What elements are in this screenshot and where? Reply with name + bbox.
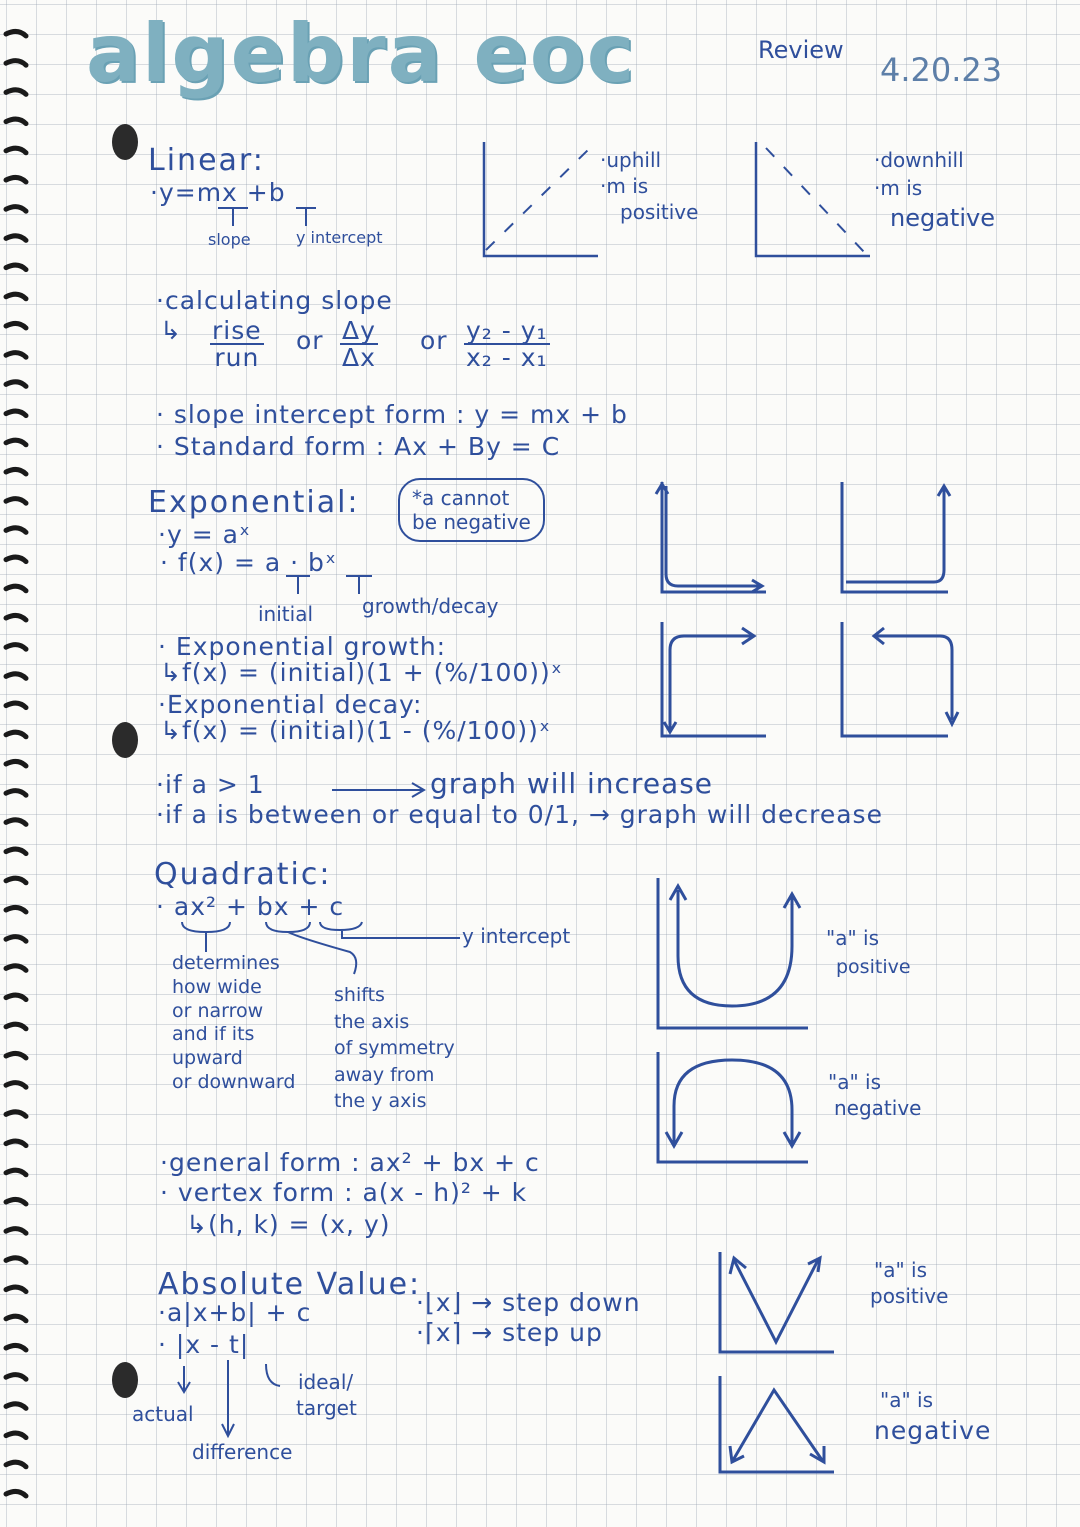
quadratic-heading: Quadratic: bbox=[154, 857, 332, 892]
note-b-line-1: shifts bbox=[334, 984, 385, 1006]
spiral-ring bbox=[6, 236, 26, 241]
general-form: ·general form : ax² + bx + c bbox=[160, 1148, 540, 1177]
spiral-ring bbox=[6, 411, 26, 416]
spiral-ring bbox=[6, 1141, 26, 1146]
spiral-ring bbox=[6, 703, 26, 708]
x-difference: x₂ - x₁ bbox=[466, 343, 548, 372]
note-b-line-3: of symmetry bbox=[334, 1037, 455, 1060]
exponential-decay-formula: ↳f(x) = (initial)(1 - (%/100))ˣ bbox=[160, 716, 551, 745]
spiral-ring bbox=[6, 1287, 26, 1292]
ceiling-step-up: ·⌈x⌉ → step up bbox=[416, 1318, 603, 1347]
spiral-ring bbox=[6, 148, 26, 153]
absolute-a-positive-label-2: positive bbox=[870, 1284, 949, 1308]
quadratic-a-negative-label-1: "a" is bbox=[828, 1070, 881, 1094]
spiral-ring bbox=[6, 995, 26, 1000]
absolute-a-positive-label-1: "a" is bbox=[874, 1258, 927, 1282]
absolute-equation-1: ·a|x+b| + c bbox=[158, 1298, 312, 1327]
spiral-ring bbox=[6, 1404, 26, 1409]
punch-hole-top bbox=[112, 124, 138, 160]
spiral-rings-graphic bbox=[0, 0, 40, 1527]
spiral-ring bbox=[6, 1112, 26, 1117]
actual-label: actual bbox=[132, 1402, 194, 1426]
vertex-form: · vertex form : a(x - h)² + k bbox=[160, 1178, 528, 1207]
spiral-ring bbox=[6, 937, 26, 942]
spiral-ring bbox=[6, 761, 26, 766]
spiral-ring bbox=[6, 1199, 26, 1204]
spiral-ring bbox=[6, 469, 26, 474]
page-subtitle: Review bbox=[758, 36, 844, 64]
spiral-ring bbox=[6, 586, 26, 591]
calculating-slope-heading: ·calculating slope bbox=[156, 286, 393, 315]
note-b-line-5: the y axis bbox=[334, 1090, 427, 1113]
exponential-growth-heading: · Exponential growth: bbox=[158, 632, 447, 661]
or-label-1: or bbox=[296, 326, 324, 355]
absolute-a-negative-label-2: negative bbox=[874, 1416, 992, 1445]
spiral-ring bbox=[6, 1083, 26, 1088]
spiral-ring bbox=[6, 1053, 26, 1058]
spiral-ring bbox=[6, 1170, 26, 1175]
graph-will-increase: graph will increase bbox=[430, 767, 714, 800]
decay-arrow-graph bbox=[836, 620, 961, 745]
ideal-label: ideal/ bbox=[298, 1370, 354, 1394]
spiral-ring bbox=[6, 615, 26, 620]
rule-a-greater-than-one: ·if a > 1 bbox=[156, 770, 265, 799]
downhill-negative-label: negative bbox=[890, 204, 995, 232]
spiral-ring bbox=[6, 119, 26, 124]
note-b-line-4: away from bbox=[334, 1063, 435, 1086]
spiral-ring bbox=[6, 849, 26, 854]
target-label: target bbox=[296, 1396, 357, 1420]
quadratic-y-intercept-label: y intercept bbox=[462, 924, 571, 948]
spiral-ring bbox=[6, 382, 26, 387]
uphill-positive-label: positive bbox=[620, 200, 699, 224]
spiral-ring bbox=[6, 1258, 26, 1263]
absolute-a-negative-label-1: "a" is bbox=[880, 1388, 933, 1412]
spiral-ring bbox=[6, 732, 26, 737]
quadratic-a-positive-label-1: "a" is bbox=[826, 926, 879, 950]
spiral-ring bbox=[6, 323, 26, 328]
exponential-heading: Exponential: bbox=[148, 485, 360, 520]
page-title: algebra eoc bbox=[86, 7, 637, 100]
spiral-ring bbox=[6, 645, 26, 650]
spiral-ring bbox=[6, 557, 26, 562]
punch-hole-middle bbox=[112, 722, 138, 758]
spiral-ring bbox=[6, 1345, 26, 1350]
spiral-ring bbox=[6, 674, 26, 679]
spiral-ring bbox=[6, 207, 26, 212]
spiral-ring bbox=[6, 499, 26, 504]
linear-heading: Linear: bbox=[148, 143, 265, 178]
or-label-2: or bbox=[420, 326, 448, 355]
downhill-label: ·downhill bbox=[874, 148, 964, 172]
spiral-ring bbox=[6, 1229, 26, 1234]
downhill-m-label: ·m is bbox=[874, 176, 923, 200]
calc-arrow: ↳ bbox=[160, 316, 182, 345]
absolute-value-graphs bbox=[714, 1250, 844, 1480]
linear-equation: ·y=mx +b bbox=[150, 178, 286, 207]
exponential-equation-1: ·y = aˣ bbox=[158, 520, 251, 549]
note-a-line-4: and if its bbox=[172, 1023, 255, 1046]
spiral-ring bbox=[6, 31, 26, 36]
b-coefficient-note bbox=[334, 982, 455, 1115]
spiral-ring bbox=[6, 1316, 26, 1321]
rule-arrow bbox=[330, 780, 430, 800]
y-intercept-label: y intercept bbox=[296, 228, 383, 247]
slope-intercept-form: · slope intercept form : y = mx + b bbox=[156, 400, 628, 429]
note-a-line-6: or downward bbox=[172, 1070, 296, 1093]
punch-hole-bottom bbox=[112, 1362, 138, 1398]
slope-label: slope bbox=[208, 230, 251, 249]
page-date: 4.20.23 bbox=[880, 51, 1003, 89]
spiral-ring bbox=[6, 791, 26, 796]
run-label: run bbox=[214, 343, 260, 372]
spiral-ring bbox=[6, 61, 26, 66]
uphill-label: ·uphill bbox=[600, 148, 662, 172]
note-b-line-2: the axis bbox=[334, 1010, 410, 1033]
spiral-ring bbox=[6, 353, 26, 358]
a-cannot-be-negative-note bbox=[398, 478, 545, 542]
growth-decay-label: growth/decay bbox=[362, 594, 499, 618]
quadratic-a-positive-label-2: positive bbox=[836, 956, 911, 978]
a-coefficient-note bbox=[172, 952, 295, 1095]
growth-arrow-graph bbox=[648, 620, 773, 745]
spiral-ring bbox=[6, 90, 26, 95]
note-a-line-2: how wide bbox=[172, 975, 262, 998]
spiral-ring bbox=[6, 1462, 26, 1467]
spiral-ring bbox=[6, 1433, 26, 1438]
spiral-ring bbox=[6, 907, 26, 912]
spiral-ring bbox=[6, 177, 26, 182]
spiral-ring bbox=[6, 440, 26, 445]
vertex-point: ↳(h, k) = (x, y) bbox=[186, 1210, 391, 1239]
quadratic-equation: · ax² + bx + c bbox=[156, 892, 345, 921]
delta-y-label: Δy bbox=[342, 316, 376, 345]
difference-label: difference bbox=[192, 1440, 293, 1464]
spiral-ring bbox=[6, 528, 26, 533]
uphill-m-label: ·m is bbox=[600, 174, 649, 198]
exponential-decay-heading: ·Exponential decay: bbox=[158, 690, 423, 719]
rule-a-between-zero-one: ·if a is between or equal to 0/1, → graph will decrease bbox=[156, 800, 883, 829]
initial-label: initial bbox=[258, 602, 313, 626]
note-a-line-3: or narrow bbox=[172, 999, 264, 1022]
quadratic-a-negative-label-2: negative bbox=[834, 1096, 922, 1120]
spiral-ring bbox=[6, 1491, 26, 1496]
delta-x-label: Δx bbox=[342, 343, 376, 372]
coordinate-slope-fraction bbox=[464, 318, 550, 370]
absolute-value-heading: Absolute Value: bbox=[158, 1267, 422, 1302]
rise-label: rise bbox=[212, 316, 262, 345]
exponential-decay-graph bbox=[648, 480, 773, 600]
spiral-ring bbox=[6, 1375, 26, 1380]
spiral-ring bbox=[6, 966, 26, 971]
note-line-2: be negative bbox=[412, 510, 531, 534]
note-line-1: *a cannot bbox=[412, 486, 510, 510]
exponential-equation-2: · f(x) = a · bˣ bbox=[160, 548, 337, 577]
exponential-growth-formula: ↳f(x) = (initial)(1 + (%/100))ˣ bbox=[160, 658, 563, 687]
y-difference: y₂ - y₁ bbox=[466, 316, 548, 345]
downhill-line-graph bbox=[752, 140, 877, 265]
rise-over-run bbox=[210, 318, 264, 370]
note-a-line-1: determines bbox=[172, 952, 280, 974]
note-a-line-5: upward bbox=[172, 1047, 243, 1069]
spiral-ring bbox=[6, 265, 26, 270]
floor-step-down: ·⌊x⌋ → step down bbox=[416, 1288, 641, 1317]
spiral-ring bbox=[6, 1024, 26, 1029]
standard-form: · Standard form : Ax + By = C bbox=[156, 432, 561, 461]
absolute-equation-2: · |x - t| bbox=[158, 1330, 250, 1359]
exponential-growth-graph bbox=[836, 480, 961, 600]
uphill-line-graph bbox=[480, 140, 605, 265]
spiral-ring bbox=[6, 820, 26, 825]
spiral-ring bbox=[6, 878, 26, 883]
delta-fraction bbox=[340, 318, 378, 370]
spiral-ring bbox=[6, 294, 26, 299]
quadratic-parabola-graphs bbox=[652, 876, 822, 1166]
